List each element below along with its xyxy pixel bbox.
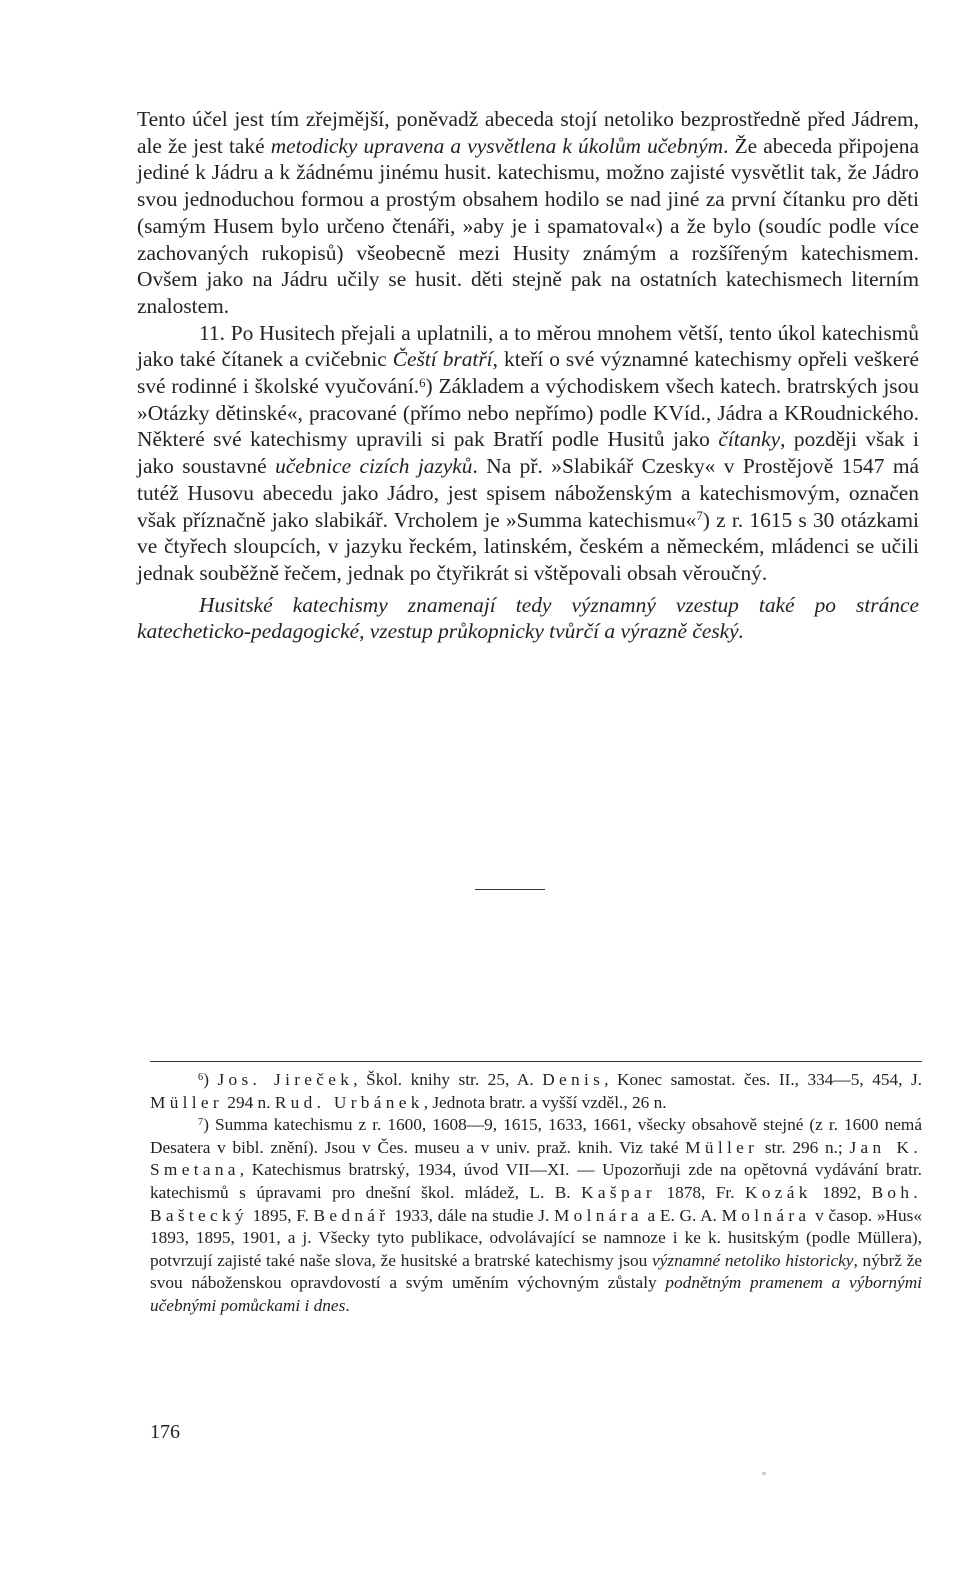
text-run: , Konec samostat. čes. II., 334—5, 454, J. xyxy=(604,1070,923,1089)
section-separator xyxy=(475,889,545,890)
footnote-ref: 7 xyxy=(696,509,703,524)
page-number: 176 xyxy=(150,1421,180,1443)
text-run: 1895, F. xyxy=(247,1205,314,1225)
spaced-name-run: Molnára xyxy=(553,1205,643,1225)
text-run: 11. Po Husitech přejali a uplatnili, a to měrou mnohem větší, tento úkol katechismů jako také čítanek a cvičebnic xyxy=(137,320,919,372)
text-run: 1933, dále na studie J. xyxy=(389,1205,554,1225)
spaced-name-run: Müller xyxy=(685,1137,759,1157)
emphasis-run: podnětným pramenem a výbornými učebnými pomůckami i dnes xyxy=(150,1273,922,1315)
text-run: ) z r. 1615 s 30 otázkami ve čtyřech sloupcích, v jazyku řeckém, latinském, českém a německém, mládenci se učili jednak souběžně řečem, jednak po čtyřikrát si vštěpovali obsah věroučný. xyxy=(137,507,919,585)
text-run: , Katechismus bratrský, 1934, úvod VII—XI. — Upozorňuji zde na opětovná vydávání bratr. katechismů s úpravami pro dnešní škol. mládež, L. B. xyxy=(150,1160,922,1202)
footnote-ref: 6 xyxy=(419,375,426,390)
text-run: str. 296 n.; xyxy=(758,1137,850,1157)
emphasis-run: Čeští bratří xyxy=(392,347,493,372)
text-run: Tento účel jest tím zřejmější, poněvadž abeceda stojí netoliko bezprostředně před Jádrem, ale že jest také xyxy=(137,107,919,158)
footnote-rule xyxy=(150,1061,922,1062)
text-run: . Na př. »Slabikář Czesky« v Prostějově 1547 má tutéž Husovu abecedu jako Jádro, jest spisem náboženským a katechismovým, označen však příznačně jako slabikář. Vrcholem je »Summa katechismu« xyxy=(137,454,919,532)
text-run: a E. G. A. xyxy=(642,1205,722,1225)
footnotes xyxy=(150,1069,922,1318)
text-run: , později však i jako soustavné xyxy=(137,427,919,479)
spaced-name-run: Jos. Jireček xyxy=(217,1070,354,1089)
text-run: v časop. »Hus« 1893, 1895, 1901, a j. Všecky tyto publikace, odvolávající se namnoze i ke k. husitským (podle Müllera), potvrzují zajisté také naše slova, že husitské a bratrské katechismy jsou xyxy=(150,1205,923,1270)
spaced-name-run: Müller xyxy=(150,1092,223,1112)
emphasis-run: čítanky xyxy=(718,427,781,452)
text-run: . Že abeceda připojena jediné k Jádru a k žádnému jinému husit. katechismu, možno zajisté vysvětlit tak, že Jádro svou jednoduchou formou a prostým obsahem hodilo se nad jiné za první čítanku pro děti (samým Husem bylo určeno čtenáři, »aby je i spamatoval«) a že bylo (soudíc podle více zachovaných rukopisů) všeobecně mezi Husity známým a rozšířeným katechismem. Ovšem jako na Jádru učily se husit. děti stejně pak na ostatních katechismech literním znalostem. xyxy=(137,133,919,318)
spaced-name-run: Rud. Urbánek xyxy=(274,1092,424,1112)
emphasis-run: významné netoliko historicky xyxy=(652,1250,854,1270)
text-run: 1892, xyxy=(811,1182,872,1202)
paragraph-11 xyxy=(137,320,919,587)
spaced-name-run: Molnára xyxy=(721,1205,811,1225)
conclusion-paragraph: Husitské katechismy znamenají tedy významný vzestup také po stránce katecheticko-pedagogické, vzestup průkopnicky tvůrčí a výrazně český. xyxy=(137,592,919,644)
text-run: , Škol. knihy str. 25, A. xyxy=(353,1070,543,1089)
spaced-name-run: Denis xyxy=(542,1070,605,1089)
text-run: ) Základem a východiskem všech katech. bratrských jsou »Otázky dětinské«, pracované (přímo nebo nepřímo) podle KVíd., Jádra a KRoudnického. Některé své katechismy upravili si pak Bratří podle Husitů jako xyxy=(137,374,919,452)
text-run: 294 n. xyxy=(222,1092,275,1112)
footnote-ref: 6 xyxy=(198,1071,204,1083)
spaced-name-run: Kozák xyxy=(745,1182,812,1202)
footnote-ref: 7 xyxy=(198,1117,204,1128)
text-run: ) Summa katechismu z r. 1600, 1608—9, 1615, 1633, 1661, všecky obsahově stejné (z r. 1600 nemá Desatera v bibl. znění). Jsou v Čes. museu a v univ. praž. knih. Viz také xyxy=(150,1115,922,1157)
main-text xyxy=(137,106,919,645)
text-run: . xyxy=(345,1295,350,1315)
footnote-7 xyxy=(150,1114,922,1317)
stray-mark: ° xyxy=(762,1471,766,1482)
spaced-name-run: Jan K. Smetana xyxy=(150,1137,922,1180)
footnote-6 xyxy=(150,1069,922,1114)
text-run: ) xyxy=(203,1070,218,1089)
spaced-name-run: Kašpar xyxy=(581,1182,656,1202)
paragraph-abeceda xyxy=(137,106,919,320)
emphasis-run: metodicky upravena a vysvětlena k úkolům učebným xyxy=(270,133,724,158)
emphasis-run: učebnice cizích jazyků xyxy=(275,454,473,479)
spaced-name-run: Bednář xyxy=(313,1205,390,1225)
spaced-name-run: Boh. Baštecký xyxy=(150,1182,922,1225)
text-run: , kteří o své významné katechismy opřeli veškeré své rodinné i školské vyučování. xyxy=(137,347,919,399)
text-run: 1878, Fr. xyxy=(656,1182,746,1202)
text-run: , nýbrž že svou náboženskou opravdovostí a svým uměním výchovným zůstaly xyxy=(150,1250,922,1293)
text-run: , Jednota bratr. a vyšší vzděl., 26 n. xyxy=(423,1092,667,1112)
